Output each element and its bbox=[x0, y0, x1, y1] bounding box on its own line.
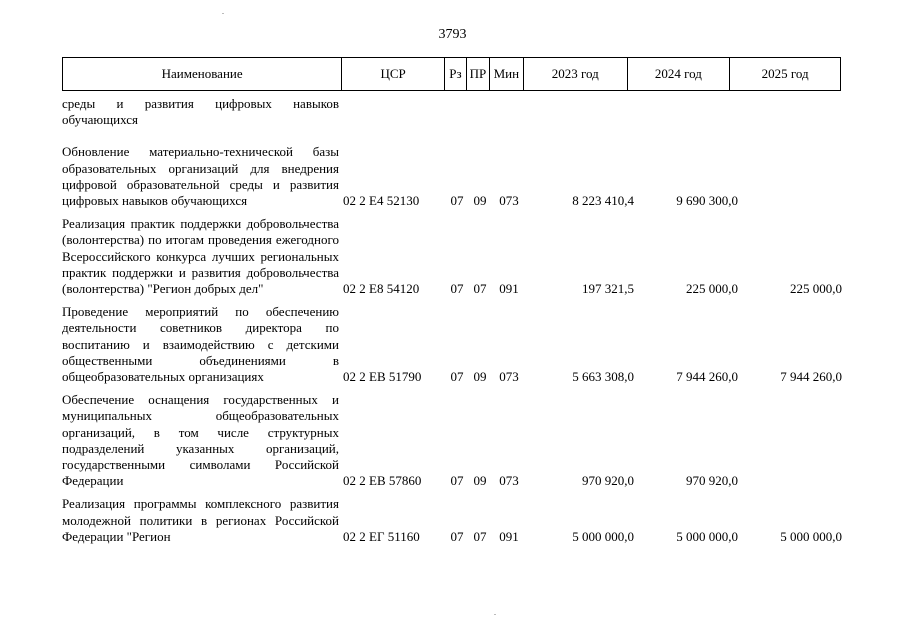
row-min: 091 bbox=[499, 528, 519, 544]
row-2023: 197 321,5 bbox=[582, 281, 634, 297]
row-name: среды и развития цифровых навыков обучающихся bbox=[62, 96, 339, 128]
row-2024: 5 000 000,0 bbox=[676, 528, 738, 544]
table-header bbox=[62, 57, 841, 91]
row-rz: 07 bbox=[450, 193, 464, 209]
row-name: Проведение мероприятий по обеспечению деятельности советников директора по воспитанию и взаимодействию с детскими общественными объединениями в общеобразовательных организациях bbox=[62, 304, 339, 385]
row-pr: 09 bbox=[473, 369, 487, 385]
row-rz: 07 bbox=[450, 528, 464, 544]
row-2025: 7 944 260,0 bbox=[780, 369, 842, 385]
row-rz: 07 bbox=[450, 281, 464, 297]
header-pr: ПР bbox=[467, 58, 490, 90]
row-pr: 09 bbox=[473, 473, 487, 489]
row-2023: 970 920,0 bbox=[582, 473, 634, 489]
table-body bbox=[62, 96, 842, 552]
row-2024: 225 000,0 bbox=[686, 281, 738, 297]
row-2023: 5 000 000,0 bbox=[572, 528, 634, 544]
table-row bbox=[62, 144, 842, 209]
row-2023: 5 663 308,0 bbox=[572, 369, 634, 385]
row-rz: 07 bbox=[450, 369, 464, 385]
row-2024: 7 944 260,0 bbox=[676, 369, 738, 385]
row-2025: 5 000 000,0 bbox=[780, 528, 842, 544]
row-name: Обновление материально-технической базы образовательных организаций для внедрения цифровой образовательной среды и развития цифровых навыков обучающихся bbox=[62, 144, 339, 209]
header-csr: ЦСР bbox=[342, 58, 445, 90]
row-pr: 09 bbox=[473, 193, 487, 209]
row-min: 073 bbox=[499, 473, 519, 489]
row-csr: 02 2 EB 51790 bbox=[343, 369, 422, 385]
row-min: 091 bbox=[499, 281, 519, 297]
table-row-continuation bbox=[62, 96, 842, 128]
row-csr: 02 2 EB 57860 bbox=[343, 473, 422, 489]
header-2025: 2025 год bbox=[761, 66, 809, 81]
header-min: Мин bbox=[490, 58, 524, 90]
row-csr: 02 2 EГ 51160 bbox=[343, 528, 420, 544]
header-rz: Рз bbox=[445, 58, 467, 90]
page-number: 3793 bbox=[438, 27, 467, 42]
row-2023: 8 223 410,4 bbox=[572, 193, 634, 209]
row-2025: 225 000,0 bbox=[790, 281, 842, 297]
scan-speck bbox=[222, 13, 224, 14]
table-row bbox=[62, 216, 842, 297]
header-2024: 2024 год bbox=[628, 58, 731, 90]
row-csr: 02 2 E8 54120 bbox=[343, 281, 420, 297]
header-2023: 2023 год bbox=[524, 58, 628, 90]
row-2024: 970 920,0 bbox=[686, 473, 738, 489]
row-2024: 9 690 300,0 bbox=[676, 193, 738, 209]
row-csr: 02 2 E4 52130 bbox=[343, 193, 420, 209]
row-pr: 07 bbox=[473, 281, 487, 297]
row-pr: 07 bbox=[473, 528, 487, 544]
row-min: 073 bbox=[499, 369, 519, 385]
header-name: Наименование bbox=[63, 58, 342, 90]
row-name: Реализация практик поддержки добровольчества (волонтерства) по итогам проведения ежегодного Всероссийского конкурса лучших региональных практик поддержки и развития добровольчества (волонтерства) "Регион добрых дел" bbox=[62, 216, 339, 297]
scan-speck bbox=[494, 614, 496, 615]
table-row bbox=[62, 392, 842, 489]
row-rz: 07 bbox=[450, 473, 464, 489]
table-row bbox=[62, 304, 842, 385]
table-row bbox=[62, 496, 842, 545]
row-name: Реализация программы комплексного развития молодежной политики в регионах Российской Федерации "Регион bbox=[62, 496, 339, 544]
row-name: Обеспечение оснащения государственных и муниципальных общеобразовательных организаций, в том числе структурных подразделений указанных организаций, государственными символами Российской Федерации bbox=[62, 392, 339, 489]
row-min: 073 bbox=[499, 193, 519, 209]
